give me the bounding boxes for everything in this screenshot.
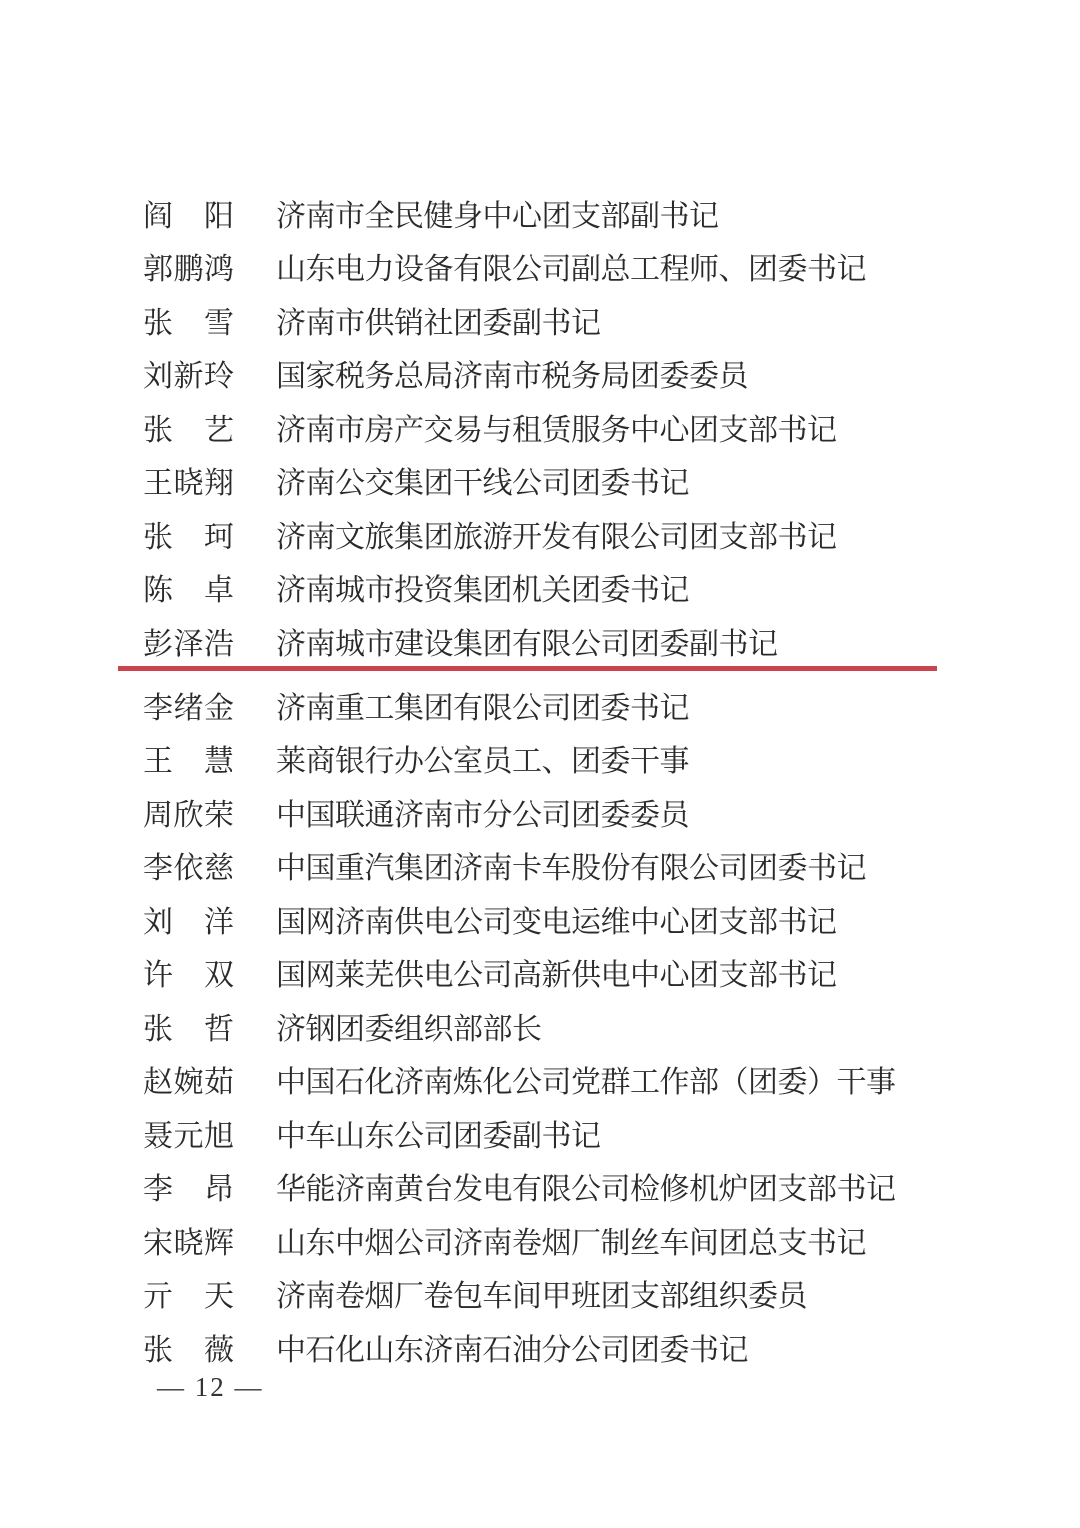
person-name: 刘 洋 — [143, 905, 235, 939]
person-name: 张 薇 — [143, 1333, 235, 1367]
person-name: 许 双 — [143, 959, 235, 993]
person-name: 亓 天 — [143, 1280, 235, 1314]
person-position: 济南重工集团有限公司团委书记 — [276, 691, 689, 725]
person-position: 中车山东公司团委副书记 — [276, 1119, 601, 1153]
person-name: 陈 卓 — [143, 574, 235, 608]
recipient-list-top — [143, 186, 866, 668]
list-item — [143, 1320, 896, 1374]
list-item — [143, 732, 896, 786]
person-name: 张 哲 — [143, 1012, 235, 1046]
person-position: 莱商银行办公室员工、团委干事 — [276, 745, 689, 779]
person-name: 聂元旭 — [143, 1119, 235, 1153]
person-name: 宋晓辉 — [143, 1226, 235, 1260]
person-position: 济南市供销社团委副书记 — [276, 306, 601, 340]
page-number: — 12 — — [157, 1372, 264, 1402]
person-name: 张 艺 — [143, 413, 235, 447]
person-name: 阎 阳 — [143, 199, 235, 233]
person-position: 济南城市投资集团机关团委书记 — [276, 574, 689, 608]
person-name: 彭泽浩 — [143, 627, 235, 661]
person-name: 周欣荣 — [143, 798, 235, 832]
person-position: 山东电力设备有限公司副总工程师、团委书记 — [276, 253, 866, 287]
list-item — [143, 507, 866, 561]
list-item — [143, 1267, 896, 1321]
person-position: 中国重汽集团济南卡车股份有限公司团委书记 — [276, 852, 866, 886]
list-item — [143, 561, 866, 615]
list-item — [143, 839, 896, 893]
list-item — [143, 186, 866, 240]
person-name: 张 雪 — [143, 306, 235, 340]
person-name: 王 慧 — [143, 745, 235, 779]
person-name: 李依慈 — [143, 852, 235, 886]
list-item — [143, 1053, 896, 1107]
person-position: 济南公交集团干线公司团委书记 — [276, 467, 689, 501]
person-position: 济钢团委组织部部长 — [276, 1012, 542, 1046]
person-name: 刘新玲 — [143, 360, 235, 394]
list-item — [143, 1213, 896, 1267]
person-position: 济南卷烟厂卷包车间甲班团支部组织委员 — [276, 1280, 807, 1314]
person-position: 中国联通济南市分公司团委委员 — [276, 798, 689, 832]
person-position: 中国石化济南炼化公司党群工作部（团委）干事 — [276, 1066, 896, 1100]
list-item — [143, 785, 896, 839]
person-position: 济南市全民健身中心团支部副书记 — [276, 199, 719, 233]
list-item — [143, 454, 866, 508]
person-position: 国网莱芜供电公司高新供电中心团支部书记 — [276, 959, 837, 993]
person-position: 中石化山东济南石油分公司团委书记 — [276, 1333, 748, 1367]
person-name: 王晓翔 — [143, 467, 235, 501]
list-item — [143, 999, 896, 1053]
list-item — [143, 240, 866, 294]
person-name: 李 昂 — [143, 1173, 235, 1207]
red-divider-line — [118, 666, 937, 671]
list-item — [143, 347, 866, 401]
list-item — [143, 1160, 896, 1214]
person-name: 张 珂 — [143, 520, 235, 554]
person-position: 国家税务总局济南市税务局团委委员 — [276, 360, 748, 394]
person-name: 郭鹏鸿 — [143, 253, 235, 287]
person-position: 山东中烟公司济南卷烟厂制丝车间团总支书记 — [276, 1226, 866, 1260]
list-item — [143, 678, 896, 732]
person-position: 华能济南黄台发电有限公司检修机炉团支部书记 — [276, 1173, 896, 1207]
list-item — [143, 892, 896, 946]
list-item — [143, 946, 896, 1000]
list-item — [143, 293, 866, 347]
recipient-list-bottom — [143, 678, 896, 1374]
person-position: 济南市房产交易与租赁服务中心团支部书记 — [276, 413, 837, 447]
list-item — [143, 614, 866, 668]
person-position: 国网济南供电公司变电运维中心团支部书记 — [276, 905, 837, 939]
person-name: 赵婉茹 — [143, 1066, 235, 1100]
person-position: 济南文旅集团旅游开发有限公司团支部书记 — [276, 520, 837, 554]
person-position: 济南城市建设集团有限公司团委副书记 — [276, 627, 778, 661]
list-item — [143, 400, 866, 454]
person-name: 李绪金 — [143, 691, 235, 725]
list-item — [143, 1106, 896, 1160]
